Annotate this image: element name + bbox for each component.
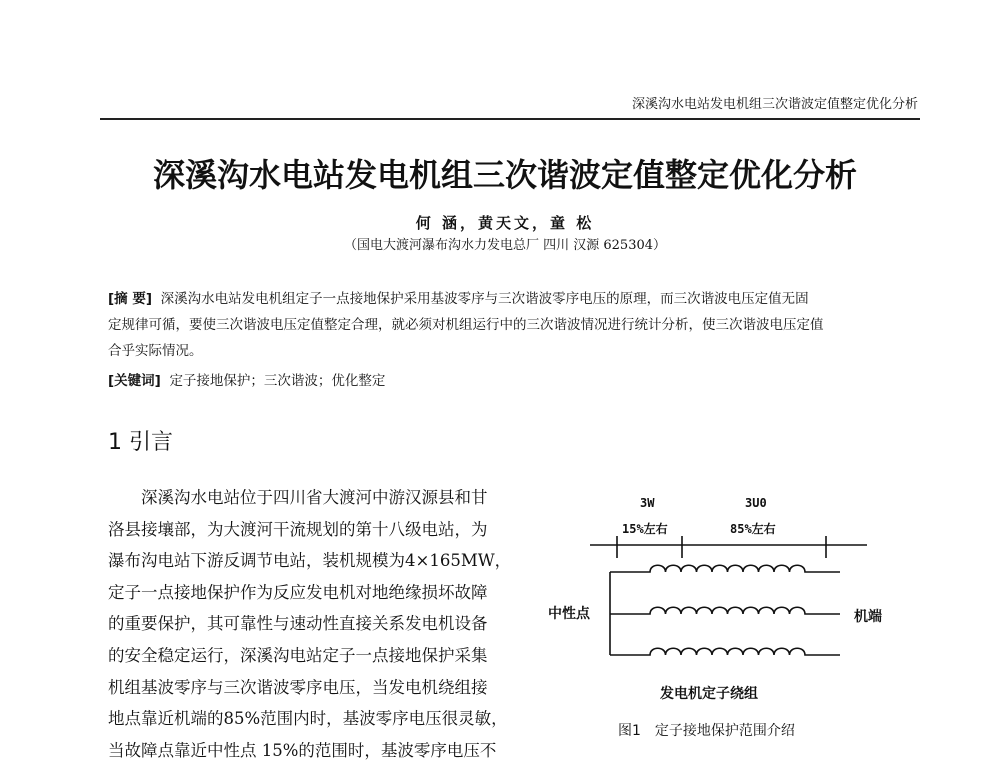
body-line: 洛县接壤部，为大渡河干流规划的第十八级电站，为 xyxy=(108,519,488,539)
body-line: 瀑布沟电站下游反调节电站，装机规模为4×165MW， xyxy=(108,551,512,571)
authors: 何 涵，黄天文，童 松 xyxy=(415,214,595,232)
body-line: 当故障点靠近中性点 15%的范围时，基波零序电压不 xyxy=(108,740,497,760)
header-rule xyxy=(100,118,920,120)
keywords-label: [关键词] xyxy=(108,373,161,389)
label-85: 85%左右 xyxy=(730,522,776,536)
body-line: 地点靠近机端的85%范围内时，基波零序电压很灵敏， xyxy=(108,709,508,729)
keywords-line xyxy=(108,369,385,389)
abstract-label: [摘 要] xyxy=(108,291,153,307)
body-line: 的安全稳定运行，深溪沟电站定子一点接地保护采集 xyxy=(108,646,488,665)
abstract-line: 定规律可循，要使三次谐波电压定值整定合理，就必须对机组运行中的三次谐波情况进行统计分析，使三次谐波电压定值 xyxy=(108,317,824,333)
body-line: 定子一点接地保护作为反应发电机对地绝缘损坏故障 xyxy=(108,582,488,602)
winding-label: 发电机定子绕组 xyxy=(660,686,758,702)
winding-coil xyxy=(610,648,840,655)
keywords-text: 定子接地保护；三次谐波；优化整定 xyxy=(169,373,386,389)
paper-title: 深溪沟水电站发电机组三次谐波定值整定优化分析 xyxy=(152,156,857,194)
winding-coil xyxy=(610,565,840,572)
body-line: 的重要保护，其可靠性与速动性直接关系发电机设备 xyxy=(108,614,488,634)
figure-caption: 图1 定子接地保护范围介绍 xyxy=(618,723,795,739)
body-line: 深溪沟水电站位于四川省大渡河中游汉源县和甘 xyxy=(108,488,488,507)
running-head: 深溪沟水电站发电机组三次谐波定值整定优化分析 xyxy=(631,97,918,112)
label-3w: 3W xyxy=(640,496,655,510)
terminal-label: 机端 xyxy=(854,609,882,625)
abstract-line: 合乎实际情况。 xyxy=(108,343,203,359)
winding-coil xyxy=(610,607,840,614)
affiliation: （国电大渡河瀑布沟水力发电总厂 四川 汉源 625304） xyxy=(343,238,667,253)
figure-1 xyxy=(540,480,920,750)
abstract-text: 深溪沟水电站发电机组定子一点接地保护采用基波零序与三次谐波零序电压的原理，而三次谐波电压定值无固 xyxy=(160,291,809,307)
neutral-label: 中性点 xyxy=(548,606,590,622)
label-15: 15%左右 xyxy=(622,522,668,536)
abstract-line xyxy=(108,287,809,307)
section-heading: 1 引言 xyxy=(108,430,173,455)
label-3u0: 3U0 xyxy=(745,496,767,510)
body-line: 机组基波零序与三次谐波零序电压，当发电机绕组接 xyxy=(108,677,488,697)
